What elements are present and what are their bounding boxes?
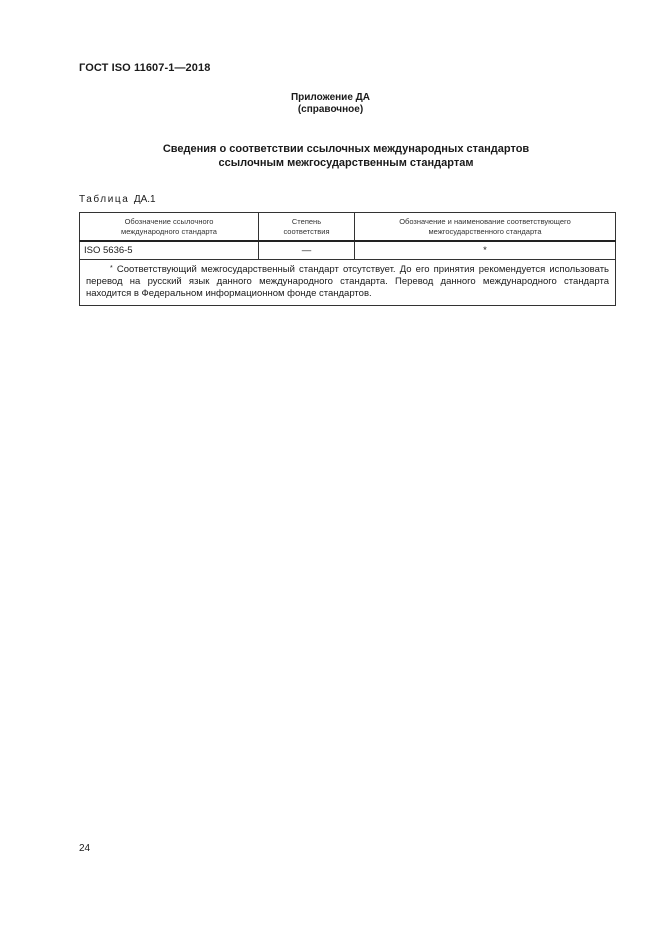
table-caption-number: ДА.1 [133, 194, 156, 205]
page-number: 24 [79, 843, 91, 854]
standards-table [79, 212, 616, 306]
annex-status: (справочное) [297, 104, 364, 115]
column-header-line: Обозначение и наименование соответствующего [399, 216, 571, 226]
table-caption-label: Таблица [79, 194, 130, 205]
section-title-line-2: ссылочным межгосударственным стандартам [218, 157, 474, 169]
table-footnote [80, 260, 616, 306]
column-header-line: международного стандарта [121, 226, 217, 236]
column-header-line: соответствия [283, 226, 330, 236]
document-code: ГОСТ ISO 11607-1—2018 [79, 62, 211, 74]
cell-degree: — [259, 241, 355, 260]
footnote-mark: * [110, 265, 113, 272]
column-header-line: Степень [291, 216, 322, 226]
column-header-interstate [355, 213, 616, 242]
cell-interstate: * [355, 241, 616, 260]
table-caption [79, 194, 156, 205]
footnote-text: Соответствующий межгосударственный стандарт отсутствует. До его принятия рекомендуется использовать перевод на русский язык данного международного стандарта. Перевод данного международного стандарта находится в Федеральном информационном фонде стандартов. [86, 264, 609, 299]
table-header-row [80, 213, 616, 242]
column-header-reference [80, 213, 259, 242]
cell-reference: ISO 5636-5 [80, 241, 259, 260]
section-title-line-1: Сведения о соответствии ссылочных международных стандартов [162, 143, 530, 155]
column-header-line: межгосударственного стандарта [428, 226, 542, 236]
annex-title: Приложение ДА [290, 92, 371, 103]
column-header-degree [259, 213, 355, 242]
footnote-row [80, 260, 616, 306]
column-header-line: Обозначение ссылочного [124, 216, 214, 226]
table-row [80, 241, 616, 260]
